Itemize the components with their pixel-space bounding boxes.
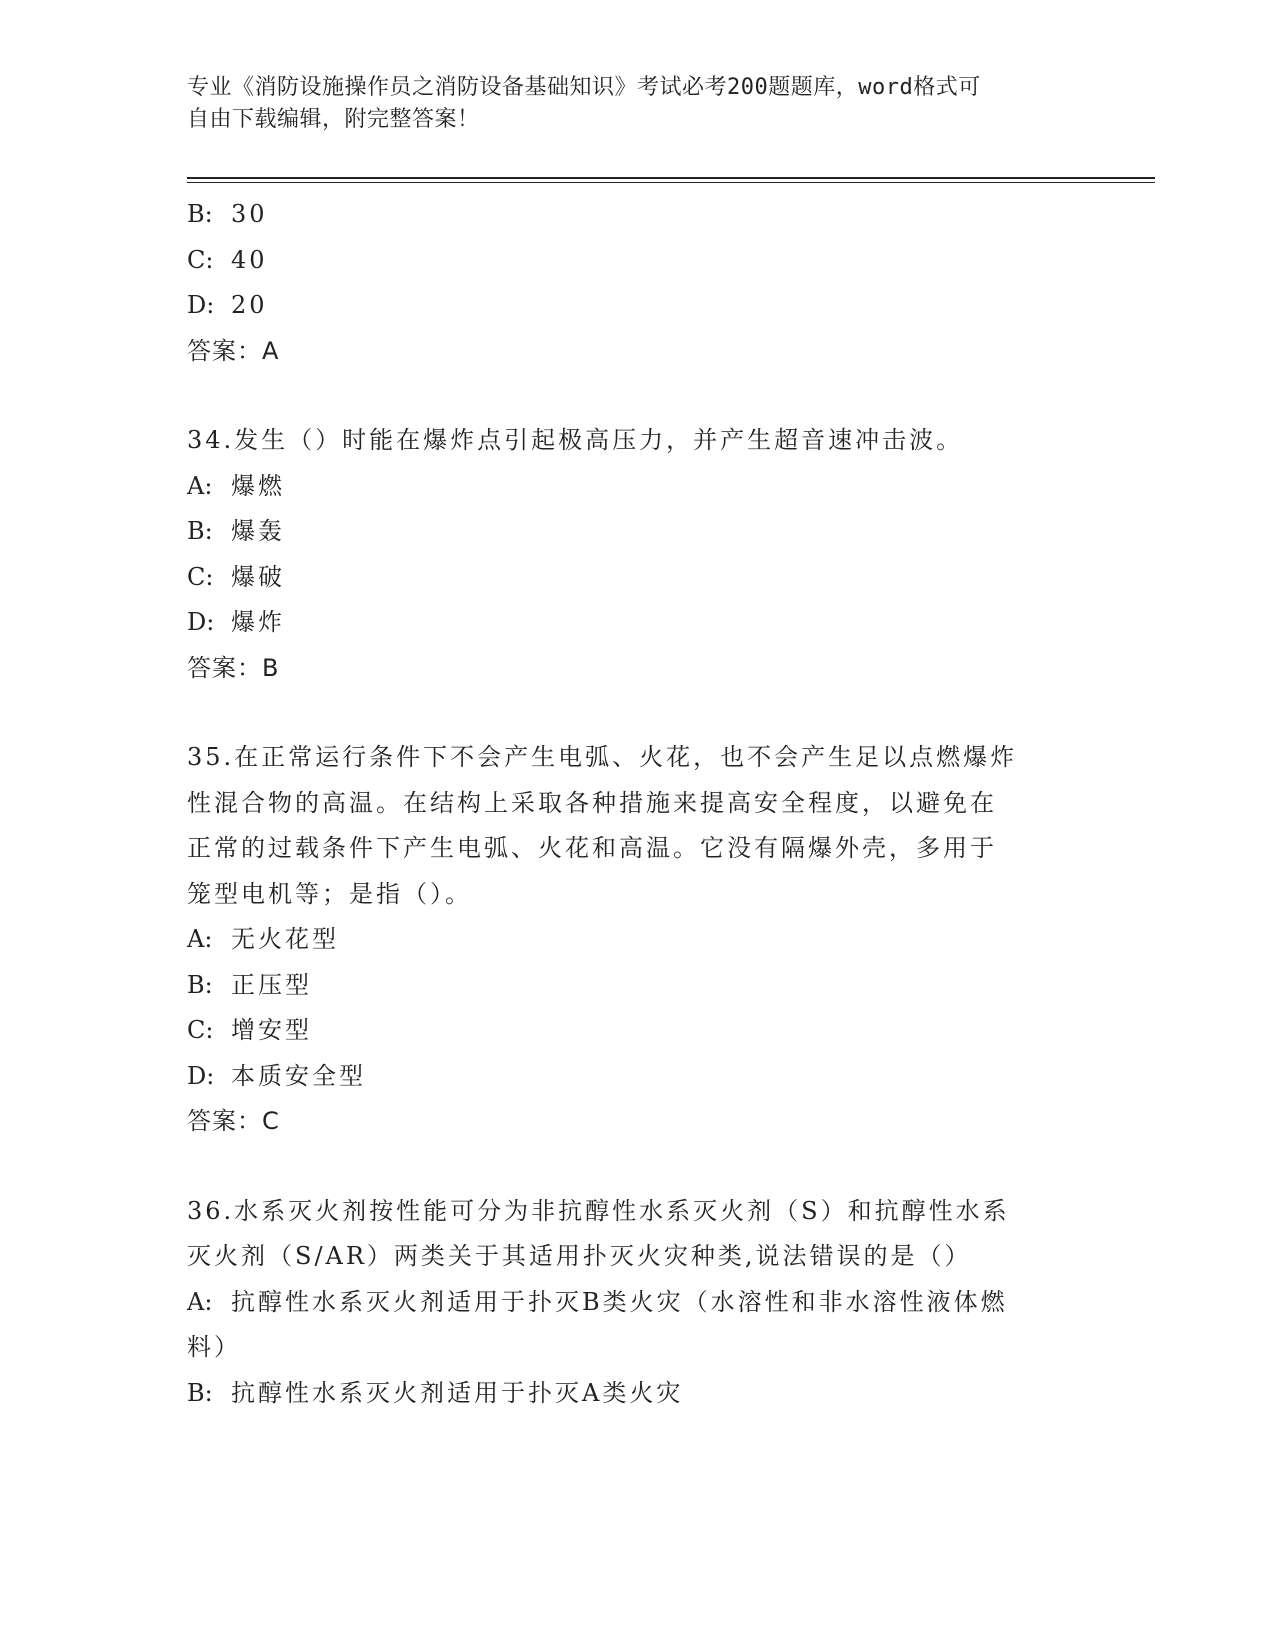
question-stem-line: 35.在正常运行条件下不会产生电弧、火花，也不会产生足以点燃爆炸 — [187, 743, 1018, 771]
question-stem-line: 灭火剂（S/AR）两类关于其适用扑灭火灾种类,说法错误的是（） — [187, 1242, 972, 1270]
document-header — [187, 72, 1067, 136]
question-35 — [187, 735, 1087, 1145]
option-d: D: 爆炸 — [187, 608, 285, 636]
option-b: B: 30 — [187, 200, 268, 228]
header-title-line-1: 专业《消防设施操作员之消防设备基础知识》考试必考200题题库，word格式可 — [187, 75, 981, 100]
question-stem-line: 36.水系灭火剂按性能可分为非抗醇性水系灭火剂（S）和抗醇性水系 — [187, 1196, 1010, 1225]
question-33-tail — [187, 192, 1087, 374]
option-a-continuation: 料） — [187, 1333, 241, 1361]
header-title-line-2: 自由下载编辑，附完整答案！ — [187, 107, 480, 132]
answer-label: 答案：C — [187, 1107, 280, 1135]
option-b: B: 抗醇性水系灭火剂适用于扑灭A类火灾 — [187, 1378, 684, 1407]
question-34 — [187, 418, 1087, 691]
option-d: D: 本质安全型 — [187, 1061, 366, 1090]
question-36 — [187, 1189, 1087, 1417]
question-stem-line: 笼型电机等；是指（）。 — [187, 879, 472, 908]
question-stem-line: 性混合物的高温。在结构上采取各种措施来提高安全程度，以避免在 — [187, 788, 997, 817]
option-b: B: 正压型 — [187, 970, 312, 999]
option-c: C: 增安型 — [187, 1016, 312, 1044]
question-content — [187, 192, 1087, 1416]
option-c: C: 40 — [187, 245, 268, 274]
option-a: A: 无火花型 — [187, 925, 339, 953]
answer-label: 答案：B — [187, 653, 280, 682]
option-c: C: 爆破 — [187, 562, 285, 591]
header-rule-thick — [187, 177, 1155, 179]
option-d: D: 20 — [187, 291, 268, 319]
question-stem-line: 正常的过载条件下产生电弧、火花和高温。它没有隔爆外壳，多用于 — [187, 834, 997, 862]
option-a: A: 爆燃 — [187, 471, 285, 500]
option-a: A: 抗醇性水系灭火剂适用于扑灭B类火灾（水溶性和非水溶性液体燃 — [187, 1287, 1008, 1316]
option-b: B: 爆轰 — [187, 517, 285, 545]
question-stem: 34.发生（）时能在爆炸点引起极高压力，并产生超音速冲击波。 — [187, 426, 964, 454]
header-rule-thin — [187, 182, 1155, 183]
answer-label: 答案：A — [187, 336, 280, 365]
